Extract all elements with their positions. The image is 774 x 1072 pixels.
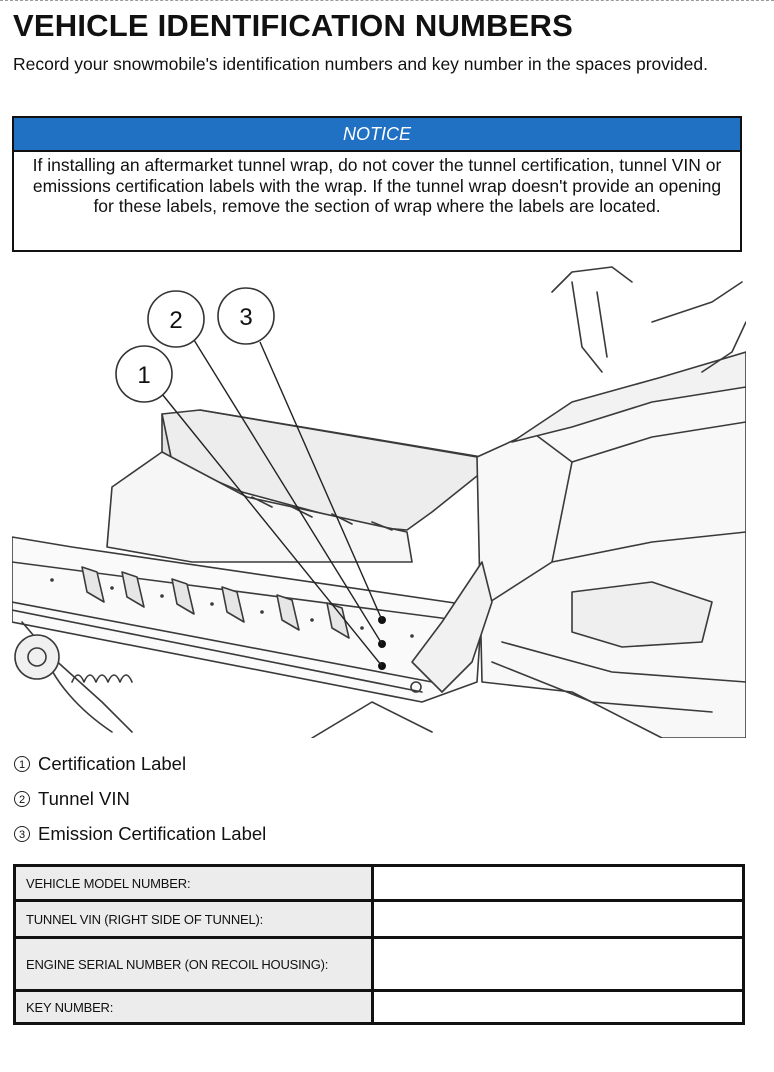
page-title: VEHICLE IDENTIFICATION NUMBERS <box>13 8 573 43</box>
table-row <box>15 991 744 1024</box>
key-number-label: KEY NUMBER: <box>15 991 373 1024</box>
legend-number-badge: 2 <box>14 791 30 807</box>
notice-heading: NOTICE <box>14 118 740 152</box>
vehicle-model-number-label: VEHICLE MODEL NUMBER: <box>15 866 373 901</box>
engine-serial-number-label: ENGINE SERIAL NUMBER (ON RECOIL HOUSING): <box>15 938 373 991</box>
notice-box <box>12 116 742 252</box>
vehicle-model-number-field[interactable] <box>373 866 744 901</box>
table-row <box>15 938 744 991</box>
callout-1 <box>116 346 172 402</box>
legend-number-badge: 1 <box>14 756 30 772</box>
callout-2-number: 2 <box>169 307 183 334</box>
legend-label: Certification Label <box>38 752 187 774</box>
callout-1-number: 1 <box>137 362 151 389</box>
key-number-field[interactable] <box>373 991 744 1024</box>
tunnel-vin-field[interactable] <box>373 901 744 938</box>
intro-text: Record your snowmobile's identification numbers and key number in the spaces provided. <box>13 54 708 74</box>
legend-number-badge: 3 <box>14 826 30 842</box>
callout-legend <box>14 746 266 851</box>
notice-body: If installing an aftermarket tunnel wrap, do not cover the tunnel certification, tunnel VIN or emissions certification labels with the wrap. If the tunnel wrap doesn't provide an opening for these labels, remove the section of wrap where the labels are located. <box>32 155 722 216</box>
callout-3-number: 3 <box>239 304 253 331</box>
legend-item <box>14 746 266 781</box>
callout-3 <box>218 288 274 344</box>
legend-item <box>14 816 266 851</box>
snowmobile-illustration <box>12 262 746 738</box>
engine-serial-number-field[interactable] <box>373 938 744 991</box>
legend-item <box>14 781 266 816</box>
table-row <box>15 901 744 938</box>
snowmobile-drawing <box>12 262 746 738</box>
legend-label: Emission Certification Label <box>38 822 267 844</box>
identification-record-table <box>13 864 745 1025</box>
callout-2 <box>148 291 204 347</box>
top-border <box>0 0 774 1</box>
table-row <box>15 866 744 901</box>
legend-label: Tunnel VIN <box>38 787 130 809</box>
tunnel-vin-label: TUNNEL VIN (RIGHT SIDE OF TUNNEL): <box>15 901 373 938</box>
